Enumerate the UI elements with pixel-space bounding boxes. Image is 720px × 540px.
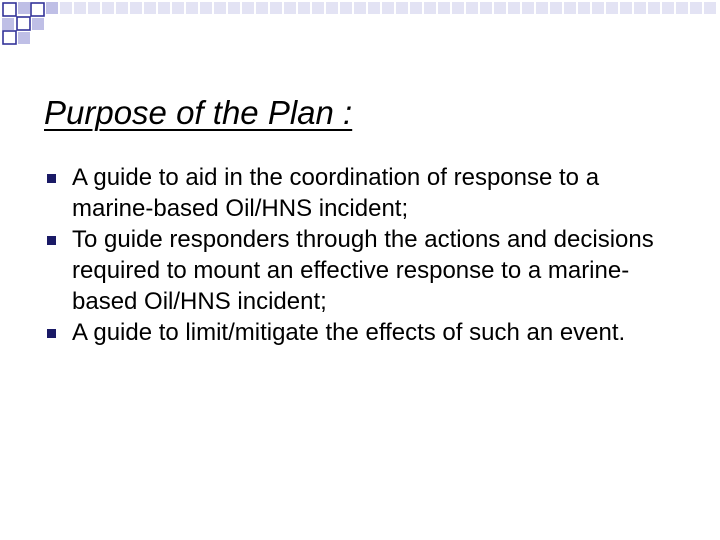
bullet-text: A guide to aid in the coordination of response to a marine-based Oil/HNS incident;	[72, 164, 600, 222]
square-bullet-icon	[47, 174, 56, 183]
decorative-squares-pattern	[0, 0, 720, 60]
bullet-list	[44, 162, 684, 348]
square-bullet-icon	[47, 236, 56, 245]
bullet-item	[44, 317, 684, 348]
bullet-text: To guide responders through the actions and decisions required to mount an effective response to a marine-based Oil/HNS incident;	[72, 226, 654, 315]
slide-title: Purpose of the Plan :	[44, 94, 353, 131]
square-bullet-icon	[47, 329, 56, 338]
bullet-item	[44, 162, 684, 224]
bullet-text: A guide to limit/mitigate the effects of such an event.	[72, 319, 626, 346]
bullet-item	[44, 224, 684, 317]
